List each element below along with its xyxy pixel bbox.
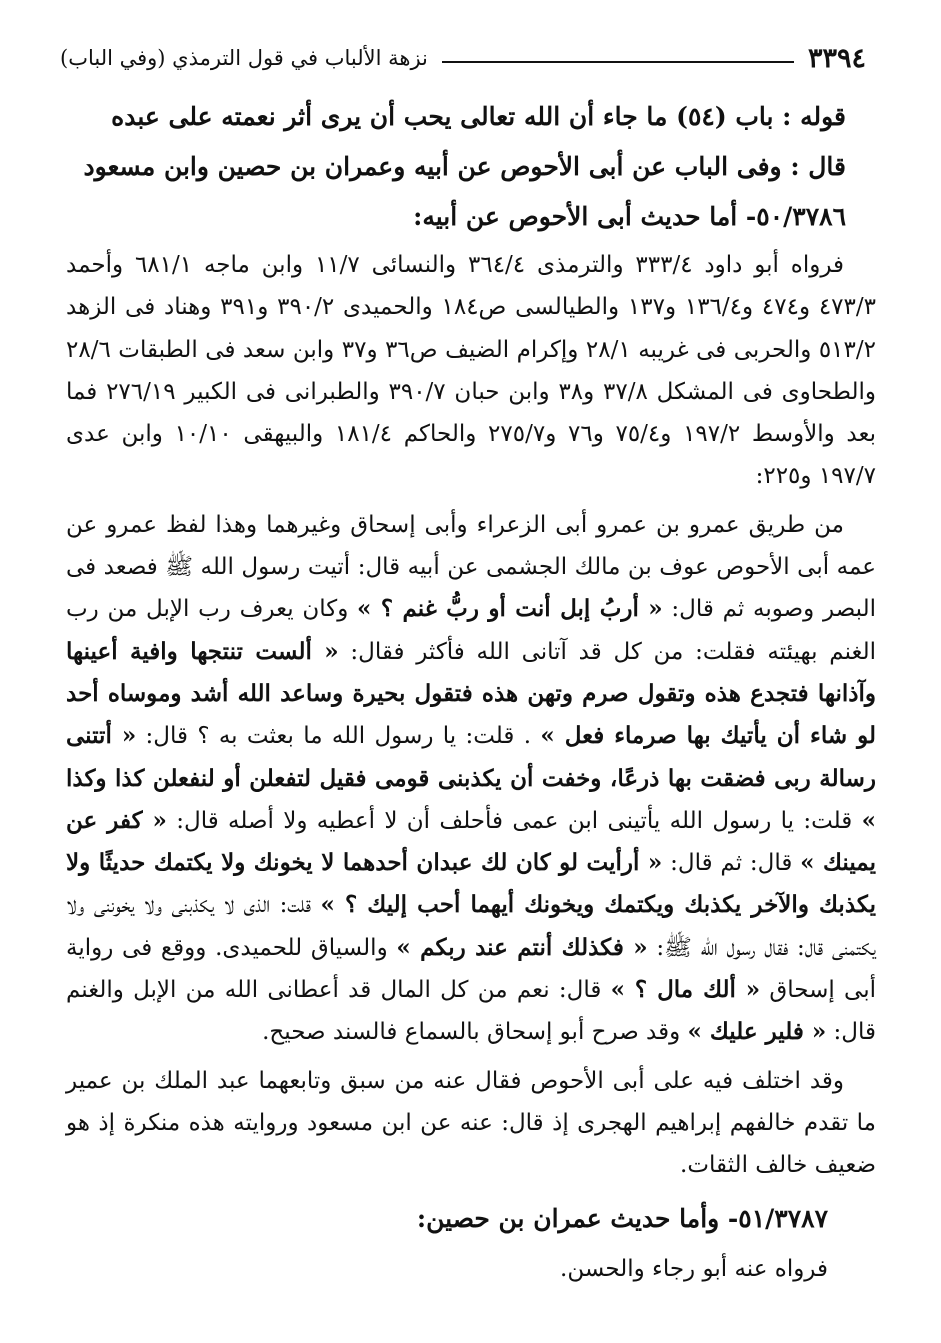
prophetic-quote: « فلير عليك »: [687, 1018, 827, 1046]
fil-bab-heading: قال : وفى الباب عن أبى الأحوص عن أبيه وعمران بن حصين وابن مسعود: [83, 152, 846, 181]
chapter-heading: قوله : باب (٥٤) ما جاء أن الله تعالى يحب أن يرى أثر نعمته على عبده: [111, 102, 846, 131]
hadith-text-paragraph: [66, 504, 876, 1054]
running-title: نزهة الألباب في قول الترمذي (وفي الباب): [60, 46, 428, 70]
imran-section-heading: ٥١/٣٧٨٧- وأما حديث عمران بن حصين:: [416, 1203, 828, 1233]
prophetic-quote: « أرأيت لو كان لك عبدان أحدهما لا يخونك ولا يكتمك حديثًا ولا يكذبك والآخر يكذبك ويكتمك ويخونك أيهما أحب إليك ؟ »: [66, 849, 876, 919]
page-body: [66, 92, 876, 1291]
narration-text: والسياق للحميدى. ووقع فى رواية أبى إسحاق: [66, 934, 876, 1004]
prophetic-quote: « فكذلك أنتم عند ربكم »: [396, 933, 648, 961]
header-divider: [442, 61, 794, 63]
page-number: ٣٣٩٤: [807, 42, 866, 74]
takhrij-paragraph: فرواه أبو داود ٣٣٣/٤ والترمذى ٣٦٤/٤ والنسائى ١١/٧ وابن ماجه ٦٨١/١ وأحمد ٤٧٣/٣ و٤٧٤ و١٣٦/٤ و١٣٧ والطيالسى ص١٨٤ والحميدى ٣٩٠/٢ و٣٩١ وهناد فى الزهد ٥١٣/٢ والحربى فى غريبه ٢٨/١ وإكرام الضيف ص٣٦ و٣٧ وابن سعد فى الطبقات ٢٨/٦ والطحاوى فى المشكل ٣٧/٨ و٣٨ وابن حبان ٣٩٠/٧ والطبرانى فى الكبير ٢٧٦/١٩ فما بعد والأوسط ١٩٧/٢ و٧٥/٤ و٧٦ و٢٧٥/٧ والحاكم ١٨١/٤ والبيهقى ١٠/١٠ وابن عدى ١٩٧/٧ و٢٢٥:: [66, 252, 876, 490]
narration-text: قلت: يا رسول الله يأتينى ابن عمى فأحلف أن لا أعطيه ولا أصله قال:: [176, 807, 853, 834]
hadith-section-heading: ٥٠/٣٧٨٦- أما حديث أبى الأحوص عن أبيه:: [413, 202, 846, 231]
prophetic-quote: « أتتنى رسالة ربى فضقت بها ذرعًا، وخفت أن يكذبنى قومى فقيل لتفعلن أو لنفعلن كذا وكذا »: [66, 722, 876, 834]
narration-text: قال: ثم قال:: [670, 850, 793, 877]
imran-takhrij-text: فرواه عنه أبو رجاء والحسن.: [560, 1255, 828, 1282]
narration-text: من طريق عمرو بن عمرو أبى الزعراء وأبى إسحاق وغيرهما وهذا لفظ عمرو عن عمه أبى الأحوص عوف بن مالك الجشمى عن أبيه قال: أتيت رسول الله ﷺ فصعد فى البصر وصوبه ثم قال:: [66, 511, 876, 623]
narration-text: قلت: الذى لا يكذبنى ولا يخوننى ولا يكتمنى قال: فقال رسول الله ﷺ:: [66, 892, 877, 961]
page-header: [60, 38, 866, 78]
ikhtilaf-paragraph: وقد اختلف فيه على أبى الأحوص فقال عنه من سبق وتابعهما عبد الملك بن عمير ما تقدم خالفهم إبراهيم الهجرى إذ قال: عنه عن ابن مسعود وروايته هذه منكرة إذ هو ضعيف خالف الثقات.: [66, 1067, 876, 1179]
prophetic-quote: « ألك مال ؟ »: [610, 976, 761, 1004]
prophetic-quote: « أربُ إبل أنت أو ربُّ غنم ؟ »: [357, 595, 663, 623]
narration-text: قال: نعم من كل المال قد أعطانى الله من الإبل والغنم قال:: [66, 977, 876, 1046]
narration-text: وقد صرح أبو إسحاق بالسماع فالسند صحيح.: [262, 1019, 681, 1046]
narration-text: . قلت: يا رسول الله ما بعثت به ؟ قال:: [145, 723, 532, 750]
narration-text: وكان يعرف رب الإبل من رب الغنم بهيئته فقلت: من كل قد آتانى الله فأكثر فقال:: [66, 596, 877, 665]
prophetic-quote: « ألست تنتجها وافية أعينها وآذانها فتجدع هذه وتقول صرم وتهن هذه فتقول بحيرة وساعد الله أشد وموساه أحد لو شاء أن يأتيك بها صرماء فعل »: [66, 637, 877, 750]
prophetic-quote: « كفر عن يمينك »: [66, 806, 877, 877]
